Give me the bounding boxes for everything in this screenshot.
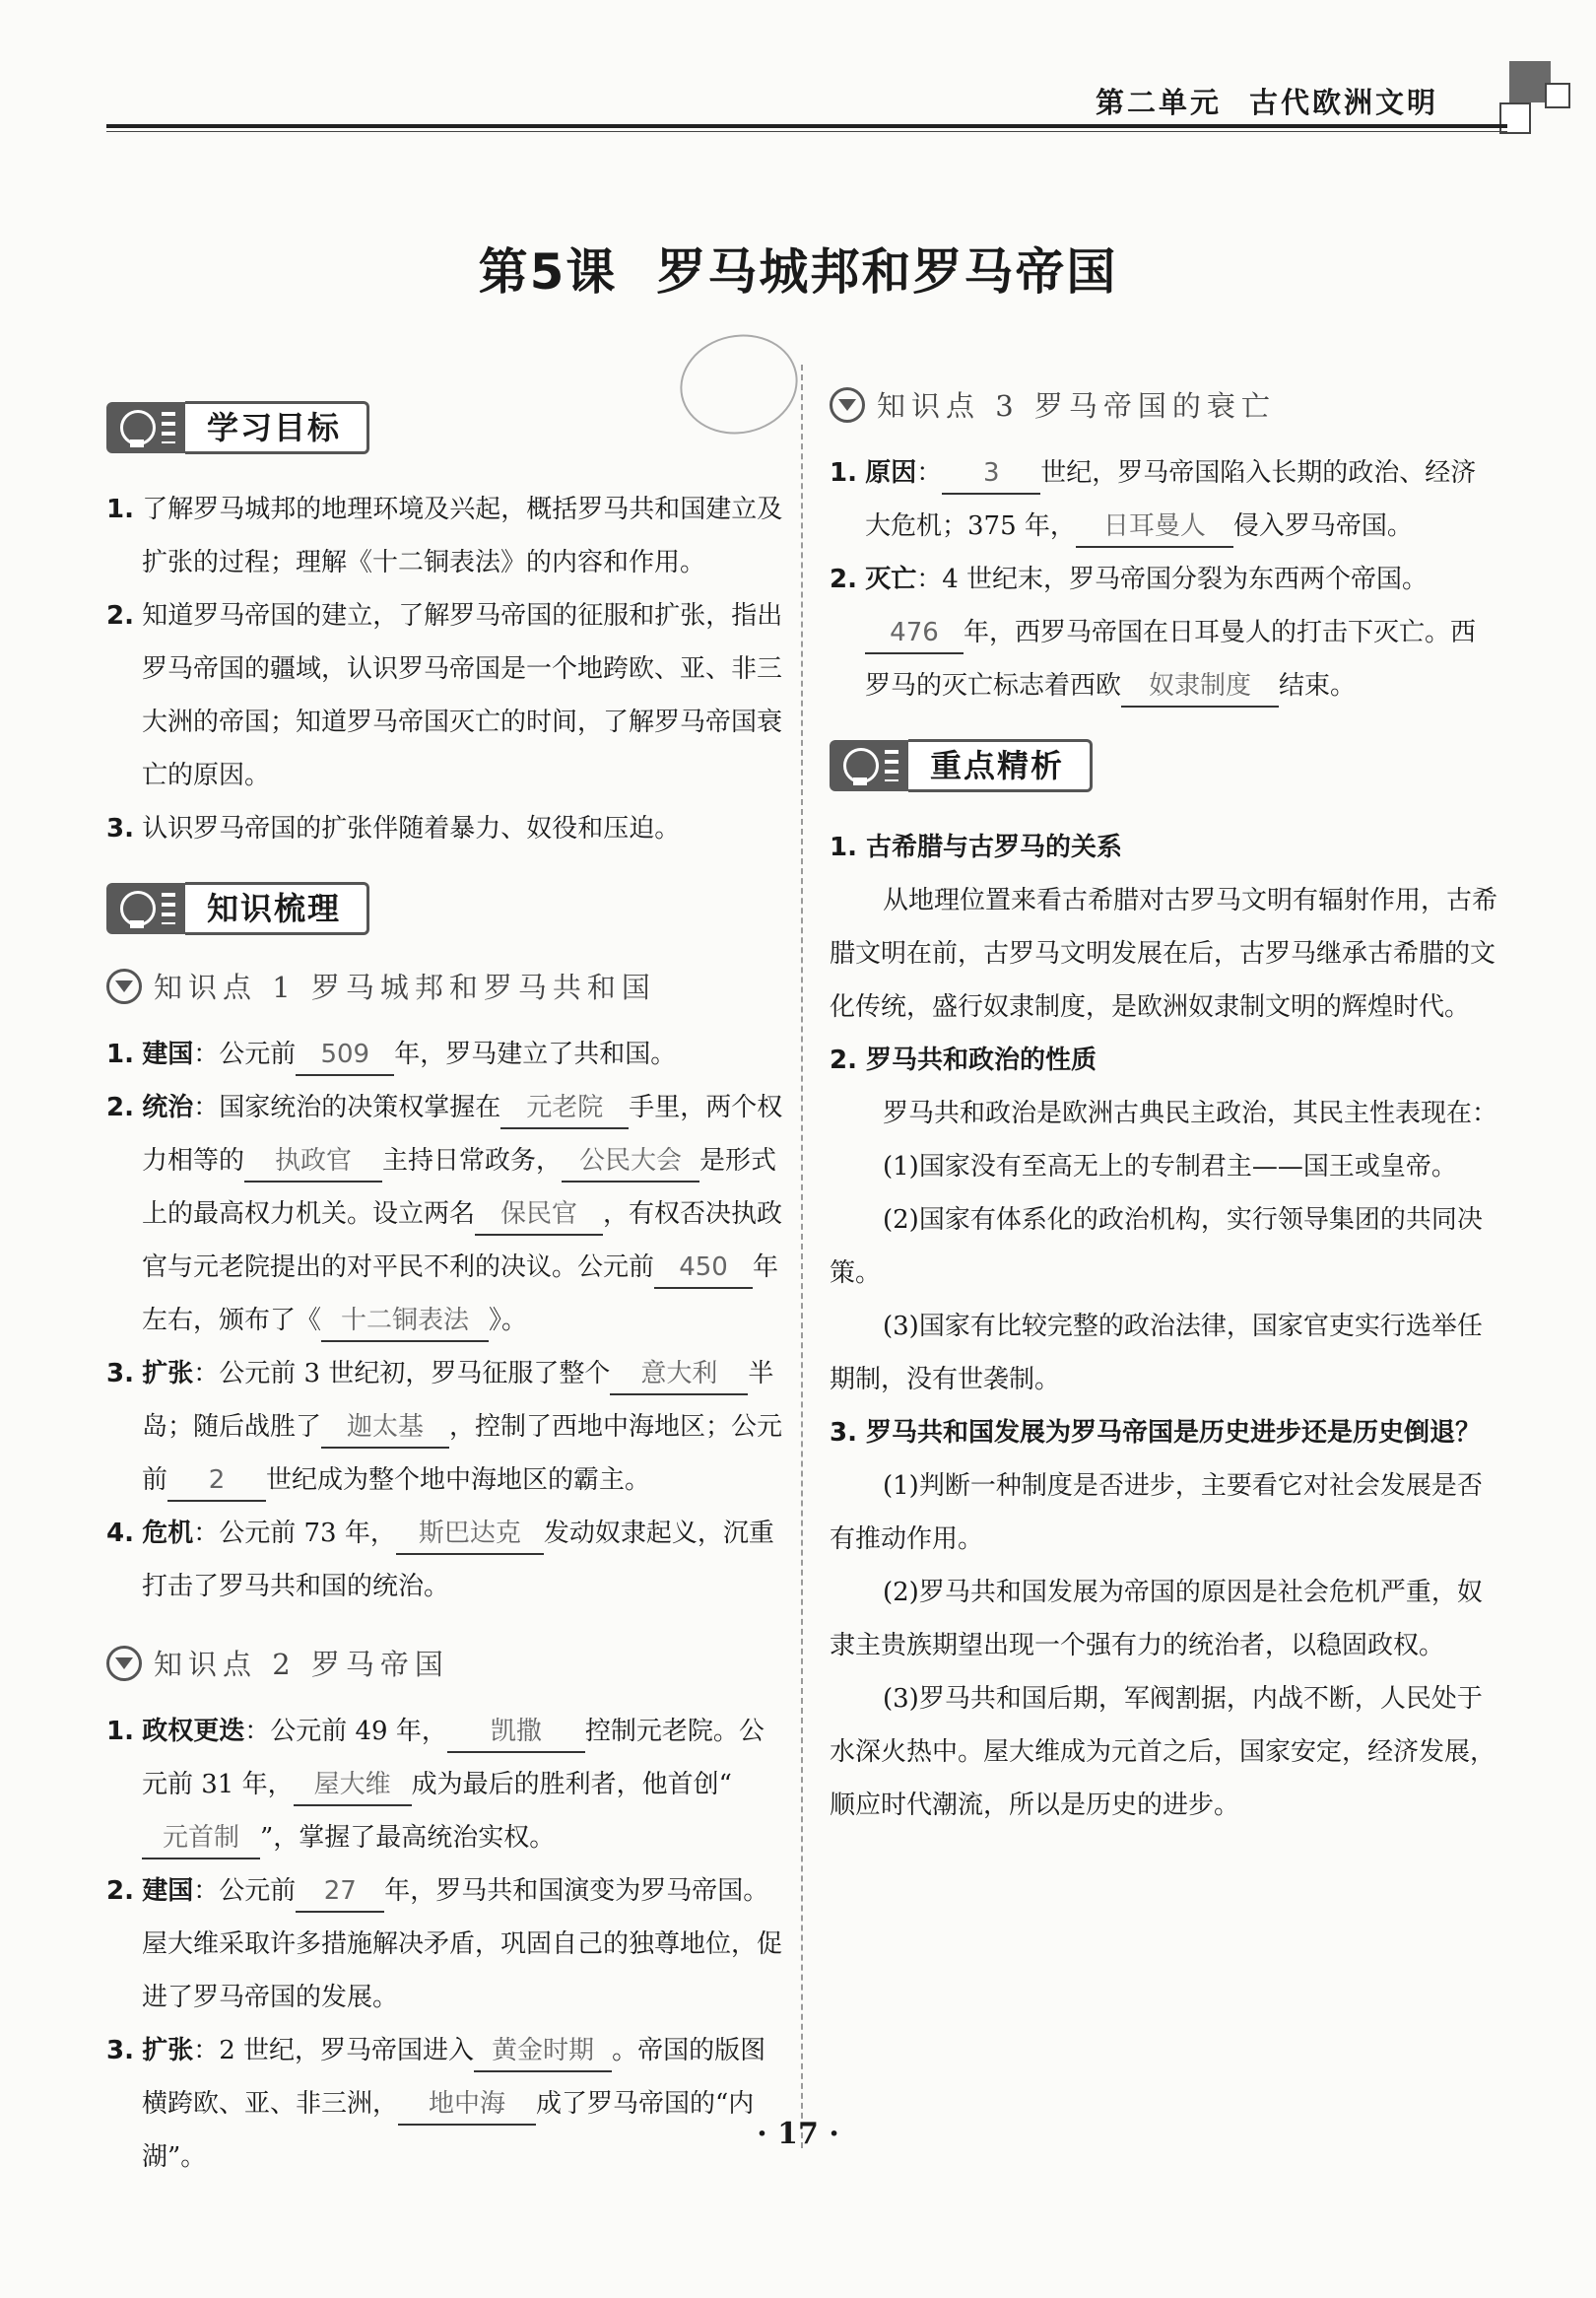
focus-paragraph: (3)罗马共和国后期，军阀割据，内战不断，人民处于水深火热中。屋大维成为元首之后，国家安定，经济发展，顺应时代潮流，所以是历史的进步。 bbox=[830, 1684, 1496, 1820]
focus-paragraph: (2)国家有体系化的政治机构，实行领导集团的共同决策。 bbox=[830, 1205, 1483, 1288]
answer-blank: 凯撒 bbox=[447, 1712, 585, 1753]
answer-blank: 476 bbox=[865, 613, 964, 654]
goal-item: 1. 了解罗马城邦的地理环境及兴起，概括罗马共和国建立及扩张的过程；理解《十二铜表法》的内容和作用。 bbox=[106, 495, 783, 577]
knowledge-item: 2. 灭亡：4 世纪末，罗马帝国分裂为东西两个帝国。476 年，西罗马帝国在日耳曼人的打击下灭亡。西罗马的灭亡标志着西欧 奴隶制度 结束。 bbox=[830, 553, 1499, 712]
answer-blank: 屋大维 bbox=[294, 1765, 412, 1806]
knowledge-point-heading: 知识点 1 罗马城邦和罗马共和国 bbox=[106, 966, 786, 1006]
knowledge-item: 2. 统治：国家统治的决策权掌握在 元老院 手里，两个权力相等的 执政官 主持日常政务， 公民大会 是形式上的最高权力机关。设立两名 保民官 ，有权否决执政官与元老院提出的对平民不利的决议。公元前 450 年左右，颁布了《 十二铜表法 》。 bbox=[106, 1081, 786, 1347]
header-decoration bbox=[1545, 83, 1570, 108]
focus-paragraph: (2)罗马共和国发展为帝国的原因是社会危机严重，奴隶主贵族期望出现一个强有力的统治者，以稳固政权。 bbox=[830, 1578, 1483, 1660]
right-column bbox=[830, 374, 1499, 1832]
lightbulb-icon bbox=[106, 883, 185, 934]
focus-subheading: 3. 罗马共和国发展为罗马帝国是历史进步还是历史倒退？ bbox=[830, 1418, 1482, 1448]
lightbulb-icon bbox=[106, 402, 185, 453]
goal-item: 3. 认识罗马帝国的扩张伴随着暴力、奴役和压迫。 bbox=[106, 814, 681, 844]
header-rule bbox=[106, 124, 1507, 128]
knowledge-item: 2. 建国：公元前 27 年，罗马共和国演变为罗马帝国。屋大维采取许多措施解决矛盾，巩固自己的独尊地位，促进了罗马帝国的发展。 bbox=[106, 1864, 786, 2024]
unit-title: 古代欧洲文明 bbox=[1248, 86, 1438, 119]
answer-blank: 保民官 bbox=[475, 1194, 603, 1236]
running-header bbox=[1096, 81, 1438, 121]
answer-blank: 斯巴达克 bbox=[396, 1514, 544, 1555]
answer-blank: 3 bbox=[942, 453, 1040, 495]
section-label: 知识梳理 bbox=[185, 882, 369, 935]
column-divider bbox=[801, 365, 803, 2148]
answer-blank: 十二铜表法 bbox=[321, 1301, 489, 1342]
focus-paragraph: 罗马共和政治是欧洲古典民主政治，其民主性表现在： bbox=[883, 1099, 1498, 1128]
knowledge-point-heading: 知识点 2 罗马帝国 bbox=[106, 1643, 786, 1683]
answer-blank: 意大利 bbox=[610, 1354, 748, 1395]
focus-paragraph: (1)判断一种制度是否进步，主要看它对社会发展是否有推动作用。 bbox=[830, 1471, 1483, 1554]
focus-paragraph: (1)国家没有至高无上的专制君主——国王或皇帝。 bbox=[883, 1152, 1457, 1182]
answer-blank: 黄金时期 bbox=[474, 2031, 612, 2072]
section-header-goals bbox=[106, 400, 786, 455]
answer-blank: 迦太基 bbox=[321, 1407, 449, 1449]
answer-blank: 450 bbox=[654, 1248, 753, 1289]
answer-blank: 元老院 bbox=[500, 1088, 629, 1129]
answer-blank: 地中海 bbox=[398, 2084, 536, 2126]
knowledge-item: 3. 扩张：公元前 3 世纪初，罗马征服了整个 意大利 半岛；随后战胜了 迦太基 ，控制了西地中海地区；公元前 2 世纪成为整个地中海地区的霸主。 bbox=[106, 1347, 786, 1507]
page-number: · 17 · bbox=[757, 2117, 839, 2151]
answer-blank: 27 bbox=[296, 1871, 384, 1913]
answer-blank: 509 bbox=[296, 1035, 394, 1076]
answer-blank: 执政官 bbox=[244, 1141, 382, 1183]
section-label: 学习目标 bbox=[185, 401, 369, 454]
triangle-icon bbox=[106, 969, 142, 1004]
knowledge-item: 1. 建国：公元前 509 年，罗马建立了共和国。 bbox=[106, 1028, 786, 1081]
lightbulb-icon bbox=[830, 740, 908, 791]
triangle-icon bbox=[106, 1646, 142, 1681]
lesson-name: 罗马城邦和罗马帝国 bbox=[656, 243, 1118, 301]
triangle-icon bbox=[830, 387, 865, 423]
knowledge-item: 3. 扩张：2 世纪，罗马帝国进入 黄金时期 。帝国的版图横跨欧、亚、非三洲， 地中海 成了罗马帝国的“内湖”。 bbox=[106, 2024, 786, 2184]
section-header-focus bbox=[830, 738, 1499, 793]
focus-subheading: 2. 罗马共和政治的性质 bbox=[830, 1046, 1097, 1075]
header-decoration bbox=[1499, 102, 1531, 134]
page-title bbox=[0, 233, 1596, 304]
goal-item: 2. 知道罗马帝国的建立，了解罗马帝国的征服和扩张，指出罗马帝国的疆域，认识罗马帝国是一个地跨欧、亚、非三大洲的帝国；知道罗马帝国灭亡的时间，了解罗马帝国衰亡的原因。 bbox=[106, 601, 783, 790]
answer-blank: 元首制 bbox=[142, 1818, 260, 1859]
header-rule bbox=[106, 131, 1507, 132]
unit-label: 第二单元 bbox=[1095, 86, 1222, 119]
left-column bbox=[106, 374, 786, 2184]
section-label: 重点精析 bbox=[908, 739, 1093, 792]
knowledge-item: 1. 原因： 3 世纪，罗马帝国陷入长期的政治、经济大危机；375 年， 日耳曼人 侵入罗马帝国。 bbox=[830, 446, 1499, 553]
focus-paragraph: 从地理位置来看古希腊对古罗马文明有辐射作用，古希腊文明在前，古罗马文明发展在后，古罗马继承古希腊的文化传统，盛行奴隶制度，是欧洲奴隶制文明的辉煌时代。 bbox=[830, 886, 1498, 1022]
focus-paragraph: (3)国家有比较完整的政治法律，国家官吏实行选举任期制，没有世袭制。 bbox=[830, 1312, 1483, 1394]
knowledge-point-heading: 知识点 3 罗马帝国的衰亡 bbox=[830, 384, 1499, 425]
answer-blank: 日耳曼人 bbox=[1076, 507, 1233, 548]
section-header-knowledge bbox=[106, 881, 786, 936]
focus-subheading: 1. 古希腊与古罗马的关系 bbox=[830, 833, 1123, 862]
answer-blank: 2 bbox=[167, 1460, 266, 1502]
knowledge-item: 4. 危机：公元前 73 年， 斯巴达克 发动奴隶起义，沉重打击了罗马共和国的统治。 bbox=[106, 1507, 786, 1613]
answer-blank: 奴隶制度 bbox=[1121, 666, 1279, 708]
lesson-number: 第5课 bbox=[478, 243, 618, 301]
answer-blank: 公民大会 bbox=[562, 1141, 699, 1183]
knowledge-item: 1. 政权更迭：公元前 49 年， 凯撒 控制元老院。公元前 31 年， 屋大维 成为最后的胜利者，他首创“元首制 ”，掌握了最高统治实权。 bbox=[106, 1705, 786, 1864]
